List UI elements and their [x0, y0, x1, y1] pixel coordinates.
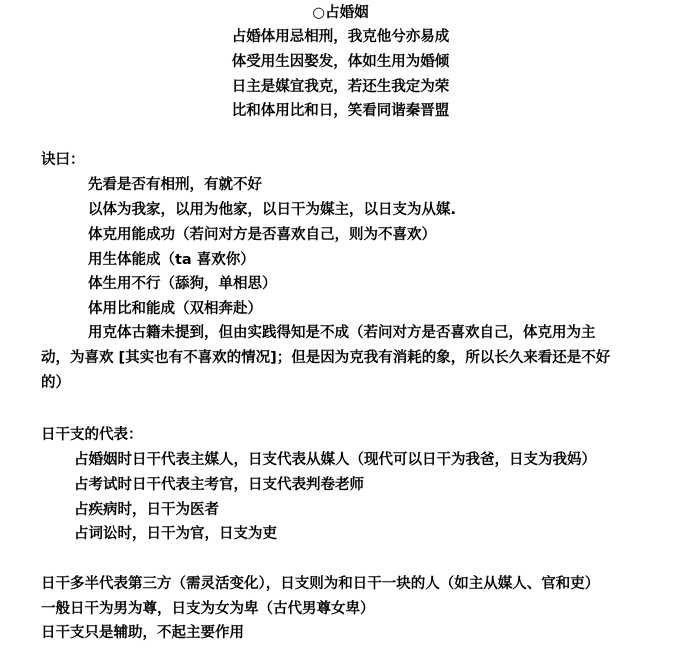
page-title: [0, 3, 681, 23]
rigan-item: 占疾病时，日干为医者: [74, 502, 219, 518]
rigan-item: 占考试时日干代表主考官，日支代表判卷老师: [74, 477, 364, 493]
rigan-heading: 日干支的代表：: [41, 427, 143, 443]
jue-paragraph-line: 用克体古籍未提到，但由实践得知是不成（若问对方是否喜欢自己，体克用为主: [88, 325, 596, 341]
jue-item: 以体为我家，以用为他家，以日干为媒主，以日支为从媒.: [88, 202, 457, 218]
circle-marker-icon: ○: [312, 5, 326, 21]
title-text: 占婚姻: [325, 5, 369, 21]
footer-line: 日干支只是辅助，不起主要作用: [41, 625, 244, 641]
poem-line: 日主是媒宜我克，若还生我定为荣: [231, 79, 450, 95]
jue-paragraph-line: 的）: [41, 375, 70, 391]
rigan-item: 占婚姻时日干代表主媒人，日支代表从媒人（现代可以日干为我爸，日支为我妈）: [74, 452, 596, 468]
poem-line: 比和体用比和日，笑看同谐秦晋盟: [231, 103, 450, 119]
poem-line: 占婚体用忌相刑，我克他兮亦易成: [231, 29, 450, 45]
poem-line: 体受用生因娶发，体如生用为婚倾: [231, 54, 450, 70]
jue-item: 体克用能成功（若问对方是否喜欢自己，则为不喜欢）: [88, 227, 436, 243]
footer-line: 一般日干为男为尊，日支为女为卑（古代男尊女卑）: [41, 601, 375, 617]
jue-heading: 诀曰：: [41, 152, 85, 168]
jue-item: 体生用不行（舔狗，单相思）: [88, 276, 277, 292]
jue-paragraph-line: 动，为喜欢 [其实也有不喜欢的情况]；但是因为克我有消耗的象，所以长久来看还是不好: [41, 350, 611, 366]
jue-item: 体用比和能成（双相奔赴）: [88, 301, 262, 317]
rigan-item: 占词讼时，日干为官，日支为吏: [74, 526, 277, 542]
footer-line: 日干多半代表第三方（需灵活变化），日支则为和日干一块的人（如主从媒人、官和吏）: [41, 576, 600, 592]
jue-item: 先看是否有相刑，有就不好: [88, 177, 262, 193]
jue-item: 用生体能成（ta 喜欢你）: [88, 252, 255, 268]
